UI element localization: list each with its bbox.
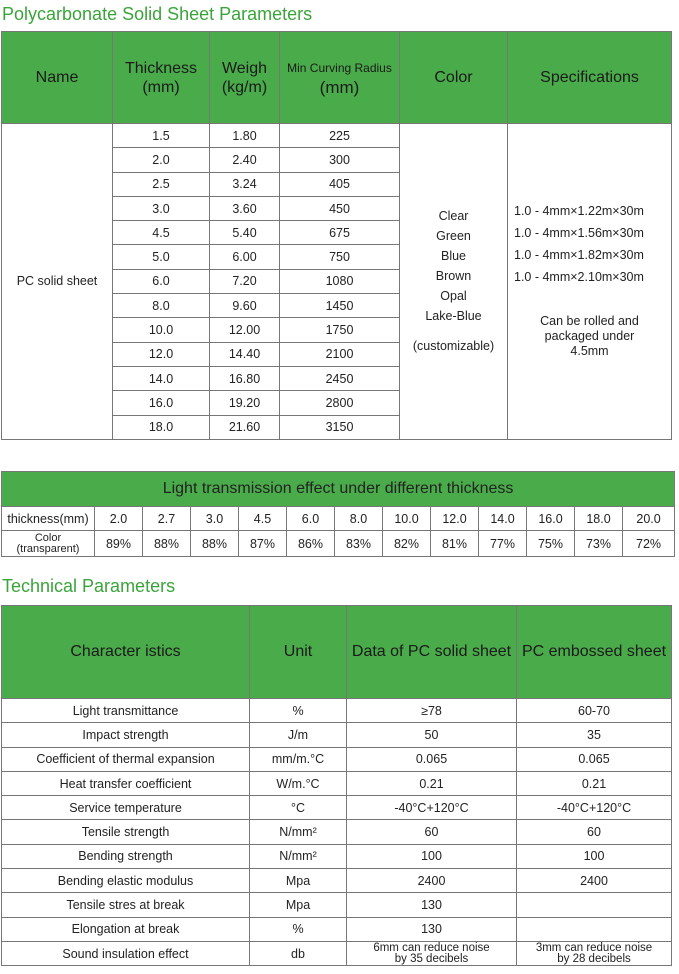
thickness-cell: 12.0 [113,342,210,366]
spec-item: 1.0 - 4mm×1.56m×30m [514,225,644,240]
weight-cell: 1.80 [210,124,280,148]
sheet-section-title: Polycarbonate Solid Sheet Parameters [2,4,313,24]
color-option: Clear [438,209,469,224]
thickness-cell: 14.0 [113,366,210,390]
weight-cell: 9.60 [210,294,280,318]
embossed-value: 2400 [517,869,672,893]
radius-cell: 225 [280,124,400,148]
characteristic-unit: J/m [250,723,347,747]
radius-cell: 450 [280,196,400,220]
transmission-value: 73% [575,531,623,557]
radius-cell: 3150 [280,415,400,439]
characteristic-unit: N/mm² [250,844,347,868]
characteristic-unit: Mpa [250,869,347,893]
weight-cell: 19.20 [210,391,280,415]
characteristic-unit: °C [250,796,347,820]
header-embossed-data: PC embossed sheet [517,606,672,699]
transmission-value: 87% [239,531,287,557]
transmission-value: 88% [191,531,239,557]
embossed-value: -40°C+120°C [517,796,672,820]
solid-value: 100 [347,844,517,868]
table-row [2,844,672,868]
thickness-cell: 16.0 [113,391,210,415]
header-specifications: Specifications [508,32,672,124]
table-row [2,917,672,941]
weight-cell: 3.60 [210,196,280,220]
characteristic-name: Coefficient of thermal expansion [2,747,250,771]
transmission-value: 75% [527,531,575,557]
radius-cell: 1750 [280,318,400,342]
table-row [2,941,672,965]
characteristic-unit: W/m.°C [250,771,347,795]
transmission-value: 88% [143,531,191,557]
radius-cell: 2450 [280,366,400,390]
weight-cell: 7.20 [210,269,280,293]
color-options [400,124,508,440]
weight-cell: 21.60 [210,415,280,439]
thickness-cell: 5.0 [113,245,210,269]
embossed-value: 3mm can reduce noise by 28 decibels [517,941,672,965]
solid-value: 50 [347,723,517,747]
characteristic-unit: Mpa [250,893,347,917]
thickness-row-label: thickness(mm) [2,507,95,531]
characteristic-name: Tensile strength [2,820,250,844]
header-thickness [113,32,210,124]
color-option: Opal [440,289,467,304]
color-option: Lake-Blue [425,309,482,324]
header-weight [210,32,280,124]
header-radius [280,32,400,124]
solid-value: 2400 [347,869,517,893]
header-thickness-label: Thickness [124,59,198,77]
characteristic-name: Impact strength [2,723,250,747]
specification-options [508,124,672,440]
solid-value: 0.21 [347,771,517,795]
characteristic-name: Heat transfer coefficient [2,771,250,795]
thickness-cell: 8.0 [113,294,210,318]
weight-cell: 14.40 [210,342,280,366]
characteristic-name: Light transmittance [2,699,250,723]
header-unit: Unit [250,606,347,699]
spec-item: 1.0 - 4mm×2.10m×30m [514,269,644,284]
thickness-cell: 2.0 [113,148,210,172]
solid-value: 0.065 [347,747,517,771]
characteristic-name: Bending strength [2,844,250,868]
light-table-title: Light transmission effect under different thickness [2,472,675,507]
characteristic-name: Sound insulation effect [2,941,250,965]
thickness-value: 6.0 [287,507,335,531]
embossed-value: 100 [517,844,672,868]
radius-cell: 675 [280,221,400,245]
transmission-value: 86% [287,531,335,557]
color-option: (customizable) [412,339,495,354]
sheet-parameters-table [1,31,672,440]
thickness-cell: 3.0 [113,196,210,220]
thickness-cell: 2.5 [113,172,210,196]
thickness-value: 4.5 [239,507,287,531]
characteristic-name: Bending elastic modulus [2,869,250,893]
table-row [2,699,672,723]
spec-note: Can be rolled and packaged under 4.5mm [540,313,639,358]
radius-cell: 1080 [280,269,400,293]
thickness-row [2,507,675,531]
table-row [2,869,672,893]
radius-cell: 2100 [280,342,400,366]
embossed-value: 35 [517,723,672,747]
thickness-cell: 10.0 [113,318,210,342]
solid-value: ≥78 [347,699,517,723]
header-weight-unit: (kg/m) [221,78,268,96]
embossed-value: 60-70 [517,699,672,723]
radius-cell: 2800 [280,391,400,415]
product-name: PC solid sheet [2,124,113,440]
thickness-value: 20.0 [623,507,675,531]
solid-value: -40°C+120°C [347,796,517,820]
color-option: Brown [435,269,472,284]
radius-cell: 300 [280,148,400,172]
thickness-value: 16.0 [527,507,575,531]
characteristic-unit: N/mm² [250,820,347,844]
weight-cell: 6.00 [210,245,280,269]
technical-parameters-table [1,605,672,966]
radius-cell: 405 [280,172,400,196]
characteristic-unit: mm/m.°C [250,747,347,771]
transmission-value: 82% [383,531,431,557]
characteristic-unit: db [250,941,347,965]
thickness-cell: 6.0 [113,269,210,293]
thickness-value: 2.7 [143,507,191,531]
header-thickness-unit: (mm) [142,78,180,96]
table-row [2,723,672,747]
color-option: Blue [440,249,467,264]
weight-cell: 2.40 [210,148,280,172]
table-row [2,820,672,844]
weight-cell: 3.24 [210,172,280,196]
characteristic-unit: % [250,917,347,941]
spec-item: 1.0 - 4mm×1.22m×30m [514,203,644,218]
solid-value: 6mm can reduce noise by 35 decibels [347,941,517,965]
thickness-cell: 4.5 [113,221,210,245]
thickness-value: 18.0 [575,507,623,531]
solid-value: 60 [347,820,517,844]
transmission-value: 77% [479,531,527,557]
transmission-value: 89% [95,531,143,557]
header-name: Name [2,32,113,124]
technical-section-title: Technical Parameters [2,576,176,596]
header-characteristics: Character istics [2,606,250,699]
weight-cell: 16.80 [210,366,280,390]
color-option: Green [436,229,471,244]
embossed-value: 60 [517,820,672,844]
header-weight-label: Weigh [221,59,268,77]
thickness-value: 14.0 [479,507,527,531]
table-row [2,771,672,795]
solid-value: 130 [347,893,517,917]
embossed-value: 0.065 [517,747,672,771]
embossed-value [517,917,672,941]
header-solid-data: Data of PC solid sheet [347,606,517,699]
transmission-value: 83% [335,531,383,557]
thickness-value: 8.0 [335,507,383,531]
transmission-row [2,531,675,557]
radius-cell: 1450 [280,294,400,318]
characteristic-name: Service temperature [2,796,250,820]
embossed-value [517,893,672,917]
transmission-value: 72% [623,531,675,557]
light-transmission-table [1,471,675,557]
embossed-value: 0.21 [517,771,672,795]
weight-cell: 12.00 [210,318,280,342]
solid-value: 130 [347,917,517,941]
table-row [2,796,672,820]
spec-item: 1.0 - 4mm×1.82m×30m [514,247,644,262]
characteristic-name: Elongation at break [2,917,250,941]
radius-cell: 750 [280,245,400,269]
thickness-value: 12.0 [431,507,479,531]
table-row [2,747,672,771]
header-color: Color [400,32,508,124]
table-row [2,124,672,148]
characteristic-name: Tensile stres at break [2,893,250,917]
table-row [2,893,672,917]
transmission-value: 81% [431,531,479,557]
thickness-cell: 18.0 [113,415,210,439]
header-radius-label: Min Curving Radius [287,60,392,75]
thickness-value: 10.0 [383,507,431,531]
thickness-value: 3.0 [191,507,239,531]
characteristic-unit: % [250,699,347,723]
thickness-value: 2.0 [95,507,143,531]
thickness-cell: 1.5 [113,124,210,148]
transmission-row-label: Color (transparent) [2,531,95,557]
weight-cell: 5.40 [210,221,280,245]
header-radius-unit: (mm) [319,77,360,97]
